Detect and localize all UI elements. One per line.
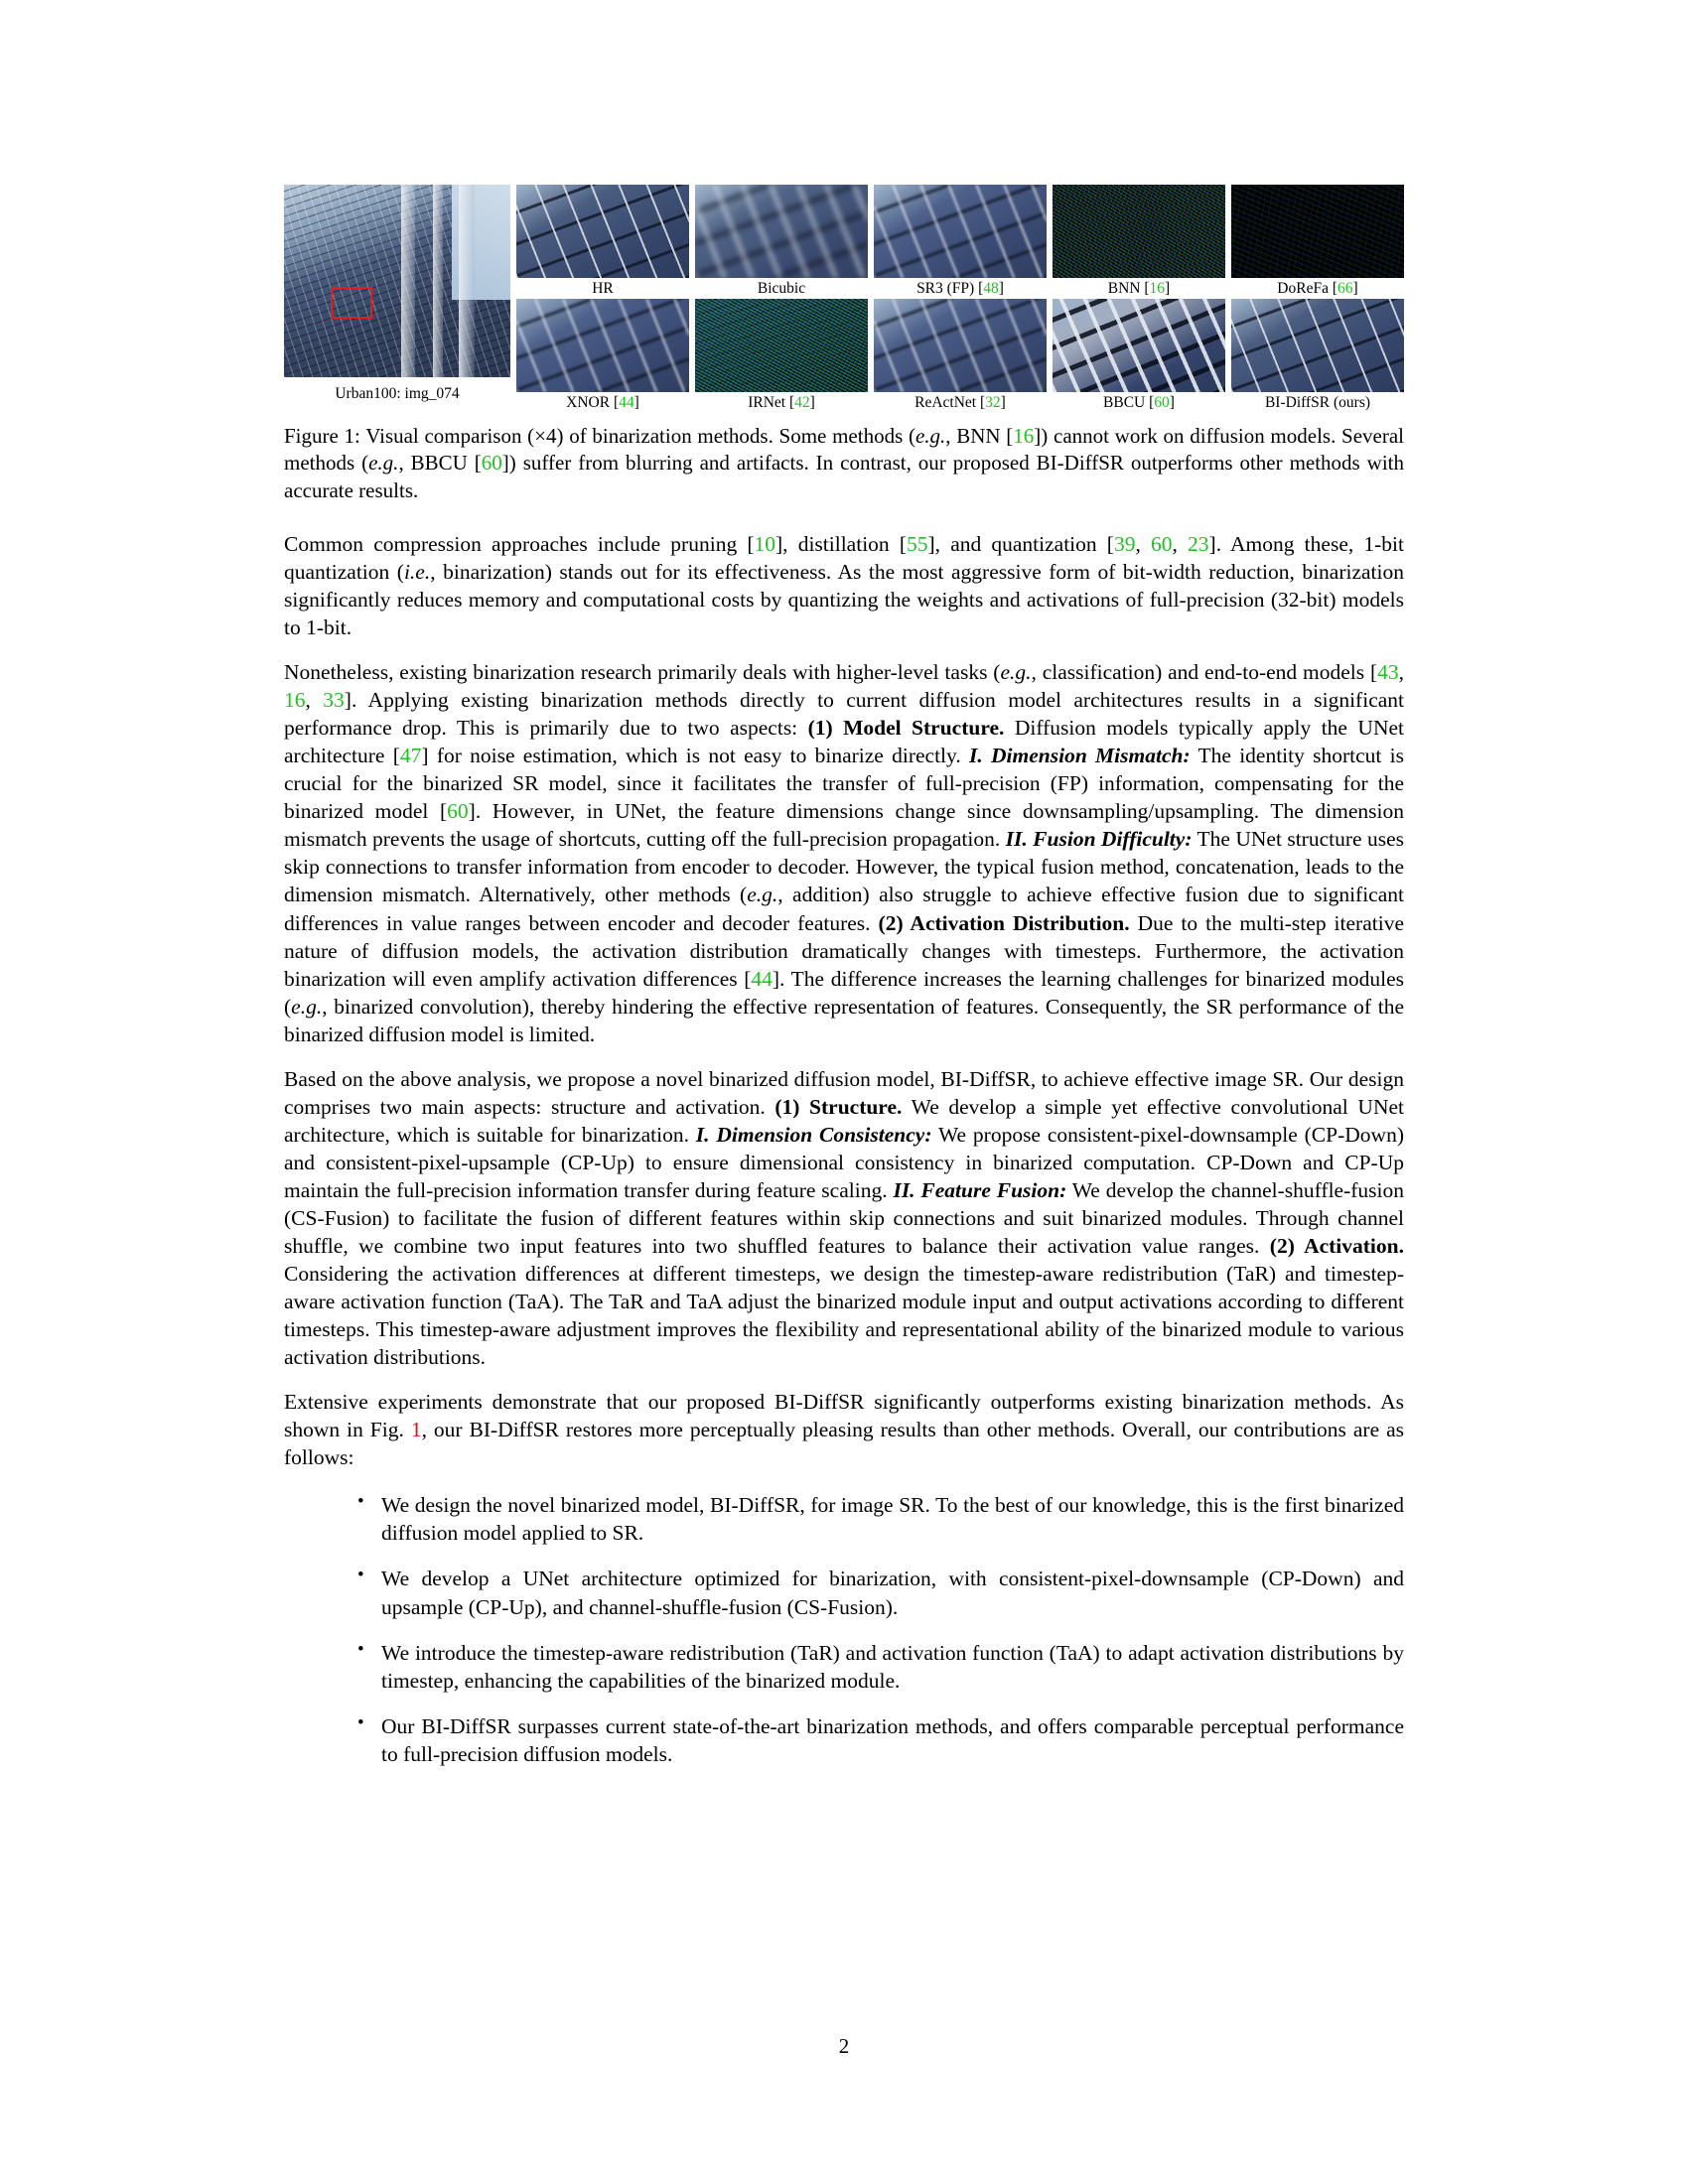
citation-43[interactable]: 43 bbox=[1377, 660, 1399, 685]
p1-s3: ], and quantization [ bbox=[927, 531, 1114, 556]
thumbnail-irnet bbox=[695, 299, 868, 392]
figure-cell-bnn bbox=[1053, 185, 1225, 299]
label-bicubic bbox=[695, 278, 868, 299]
label-reactnet: ReActNet [32] bbox=[914, 394, 1006, 411]
citation-39[interactable]: 39 bbox=[1113, 531, 1136, 556]
list-item bbox=[355, 1565, 1404, 1620]
figure-1 bbox=[284, 185, 1404, 504]
list-item bbox=[355, 1712, 1404, 1768]
p3-s2: We develop a simple yet effective convolutional UNet architecture, which is suitable for binarization. bbox=[284, 1094, 1404, 1147]
p1-s6: ]. Among these, 1-bit quantization ( bbox=[284, 531, 1404, 584]
page-number: 2 bbox=[838, 2034, 850, 2058]
label-sr3-text: SR3 (FP) bbox=[916, 280, 979, 297]
citation-44[interactable]: 44 bbox=[619, 394, 634, 411]
p3-heading-dimension-consistency: I. Dimension Consistency: bbox=[695, 1122, 932, 1147]
thumbnail-xnor bbox=[516, 299, 689, 392]
p1-s2: ], distillation [ bbox=[775, 531, 907, 556]
paragraph-experiments-summary bbox=[284, 1388, 1404, 1471]
p2-s14: , binarized convolution), thereby hindering the effective representation of features. Consequently, the SR performance of the binarized diffusion model is limited. bbox=[284, 994, 1404, 1046]
citation-60[interactable]: 60 bbox=[1154, 394, 1170, 411]
p1-s1: Common compression approaches include pruning [ bbox=[284, 531, 755, 556]
caption-part-5: ]) suffer from blurring and artifacts. In contrast, our proposed BI-DiffSR outperforms other methods with accurate results. bbox=[284, 451, 1405, 502]
contributions-list bbox=[284, 1491, 1404, 1767]
caption-part-1: Figure 1: Visual comparison (×4) of binarization methods. Some methods ( bbox=[284, 424, 915, 448]
citation-48[interactable]: 48 bbox=[983, 280, 999, 297]
p2-heading-dimension-mismatch: I. Dimension Mismatch: bbox=[969, 744, 1191, 768]
figure-cell-xnor bbox=[516, 299, 689, 413]
p2-bold-model-structure: (1) Model Structure. bbox=[807, 716, 1005, 741]
figure-row-1 bbox=[516, 185, 1404, 299]
paragraph-proposed-method bbox=[284, 1065, 1404, 1372]
label-hr-text: HR bbox=[592, 280, 614, 297]
p2-s11: , addition) also struggle to achieve effective fusion due to significant differences in value ranges between encoder and decoder features. bbox=[284, 883, 1404, 935]
contribution-text-2: We develop a UNet architecture optimized for binarization, with consistent-pixel-downsample (CP-Down) and upsample (CP-Up), and channel-shuffle-fusion (CS-Fusion). bbox=[381, 1567, 1404, 1619]
figure-cell-bidiffsr bbox=[1231, 299, 1404, 413]
citation-60-b[interactable]: 60 bbox=[1151, 531, 1173, 556]
caption-eg-1: e.g. bbox=[914, 424, 946, 448]
label-bnn-text: BNN bbox=[1107, 280, 1145, 297]
citation-47[interactable]: 47 bbox=[399, 744, 422, 768]
label-bbcu: BBCU [60] bbox=[1103, 394, 1175, 411]
caption-eg-2: e.g. bbox=[368, 451, 399, 476]
label-irnet: IRNet [42] bbox=[748, 394, 815, 411]
thumbnail-bicubic bbox=[695, 185, 868, 278]
figure-cell-dorefa bbox=[1231, 185, 1404, 299]
caption-part-4: , BBCU [ bbox=[398, 451, 482, 476]
building-edge-2 bbox=[433, 185, 443, 377]
thumbnail-bbcu bbox=[1053, 299, 1225, 392]
citation-44-b[interactable]: 44 bbox=[751, 966, 773, 991]
p3-s5: Considering the activation differences at different timesteps, we design the timestep-aware redistribution (TaR) and timestep-aware activation function (TaA). The TaR and TaA adjust the binarized module input and output activations according to different timesteps. This timestep-aware adjustment improves the flexibility and representational ability of the binarized module to various activation distributions. bbox=[284, 1262, 1404, 1370]
citation-33[interactable]: 33 bbox=[323, 688, 345, 713]
p2-s1: Nonetheless, existing binarization research primarily deals with higher-level tasks ( bbox=[284, 660, 1001, 685]
label-sr3: SR3 (FP) [48] bbox=[916, 280, 1004, 297]
figure-cell-bbcu bbox=[1053, 299, 1225, 413]
p2-s3: , bbox=[1398, 660, 1404, 685]
p2-s12: Due to the multi-step iterative nature of diffusion models, the activation distribution dramatically changes with timesteps. Furthermore, the activation binarization will even amplify activation differences [ bbox=[284, 910, 1404, 991]
thumbnail-dorefa bbox=[1231, 185, 1404, 278]
label-bbcu-text: BBCU bbox=[1103, 394, 1150, 411]
caption-part-2: , BNN [ bbox=[945, 424, 1014, 448]
figure-caption bbox=[284, 423, 1404, 504]
p3-s1: Based on the above analysis, we propose a novel binarized diffusion model, BI-DiffSR, to achieve effective image SR. Our design comprises two main aspects: structure and activation. bbox=[284, 1066, 1404, 1119]
label-bnn: BNN [16] bbox=[1107, 280, 1171, 297]
p1-ie: i.e. bbox=[403, 559, 431, 584]
caption-citation-60[interactable]: 60 bbox=[481, 451, 502, 476]
citation-16[interactable]: 16 bbox=[1149, 280, 1166, 297]
thumbnail-reactnet bbox=[874, 299, 1047, 392]
figure-cell-bicubic bbox=[695, 185, 868, 299]
label-xnor-text: XNOR bbox=[566, 394, 614, 411]
p2-eg-1: e.g. bbox=[1000, 660, 1032, 685]
p2-s8: The identity shortcut is crucial for the binarized SR model, since it facilitates the transfer of full-precision (FP) information, compensating for the binarized model [ bbox=[284, 744, 1405, 824]
figure-cell-reactnet bbox=[874, 299, 1047, 413]
figure-cell-sr3 bbox=[874, 185, 1047, 299]
label-irnet-text: IRNet bbox=[748, 394, 789, 411]
p1-s5: , bbox=[1172, 531, 1189, 556]
crop-region-box bbox=[331, 287, 372, 319]
label-hr bbox=[516, 278, 689, 299]
label-reactnet-text: ReActNet bbox=[914, 394, 980, 411]
p1-s7: , binarization) stands out for its effectiveness. As the most aggressive form of bit-width reduction, binarization significantly reduces memory and computational costs by quantizing the weights and activations of full-precision (32-bit) models to 1-bit. bbox=[284, 559, 1404, 640]
source-image-urban100 bbox=[284, 185, 510, 377]
label-xnor: XNOR [44] bbox=[566, 394, 639, 411]
p2-s9: ]. However, in UNet, the feature dimensions change since downsampling/upsampling. The dimension mismatch prevents the usage of shortcuts, cutting off the full-precision propagation. bbox=[284, 799, 1404, 852]
p3-s3: We propose consistent-pixel-downsample (CP-Down) and consistent-pixel-upsample (CP-Up) to ensure dimensional consistency in binarized computation. CP-Down and CP-Up maintain the full-precision information transfer during feature scaling. bbox=[284, 1122, 1404, 1202]
thumbnail-sr3 bbox=[874, 185, 1047, 278]
figure-cell-irnet bbox=[695, 299, 868, 413]
contribution-text-4: Our BI-DiffSR surpasses current state-of-the-art binarization methods, and offers comparable perceptual performance to full-precision diffusion models. bbox=[381, 1713, 1404, 1766]
label-dorefa-text: DoReFa bbox=[1277, 280, 1333, 297]
p4-s2: , our BI-DiffSR restores more perceptually pleasing results than other methods. Overall, our contributions are as follows: bbox=[284, 1418, 1404, 1470]
p2-s7: ] for noise estimation, which is not easy to binarize directly. bbox=[421, 744, 970, 768]
paragraph-compression-approaches bbox=[284, 530, 1404, 641]
citation-32[interactable]: 32 bbox=[985, 394, 1001, 411]
citation-23[interactable]: 23 bbox=[1188, 531, 1209, 556]
list-item bbox=[355, 1639, 1404, 1695]
label-dorefa: DoReFa [66] bbox=[1277, 280, 1358, 297]
p2-eg-3: e.g. bbox=[291, 994, 323, 1019]
page-content-column bbox=[284, 185, 1404, 1786]
p2-s4: , bbox=[305, 688, 324, 713]
figure-row-2 bbox=[516, 299, 1404, 413]
building-edge-1 bbox=[401, 185, 415, 377]
citation-55[interactable]: 55 bbox=[907, 531, 928, 556]
figure-comparison-grid bbox=[516, 185, 1404, 413]
thumbnail-bnn bbox=[1053, 185, 1225, 278]
p2-heading-fusion-difficulty: II. Fusion Difficulty: bbox=[1005, 827, 1193, 852]
p2-eg-2: e.g. bbox=[747, 883, 778, 907]
figure-image-grid bbox=[284, 185, 1404, 413]
contribution-text-3: We introduce the timestep-aware redistribution (TaR) and activation function (TaA) to adapt activation distributions by timestep, enhancing the capabilities of the binarized module. bbox=[381, 1640, 1404, 1693]
p3-bold-structure: (1) Structure. bbox=[774, 1094, 903, 1119]
paragraph-binarization-research bbox=[284, 658, 1404, 1048]
p1-s4: , bbox=[1135, 531, 1151, 556]
citation-42[interactable]: 42 bbox=[794, 394, 810, 411]
contribution-text-1: We design the novel binarized model, BI-DiffSR, for image SR. To the best of our knowledge, this is the first binarized diffusion model applied to SR. bbox=[381, 1493, 1404, 1546]
p2-s2: , classification) and end-to-end models [ bbox=[1031, 660, 1378, 685]
citation-10[interactable]: 10 bbox=[754, 531, 776, 556]
p2-s13: ]. The difference increases the learning challenges for binarized modules ( bbox=[284, 966, 1404, 1019]
citation-66[interactable]: 66 bbox=[1337, 280, 1353, 297]
label-bidiffsr-text: BI-DiffSR (ours) bbox=[1264, 394, 1371, 411]
p4-s1: Extensive experiments demonstrate that our proposed BI-DiffSR significantly outperforms existing binarization methods. As shown in Fig. bbox=[284, 1390, 1404, 1442]
citation-16-b[interactable]: 16 bbox=[284, 688, 306, 713]
figure-source-panel bbox=[284, 185, 510, 405]
p3-s4: We develop the channel-shuffle-fusion (CS-Fusion) to facilitate the fusion of different features within skip connections and suit binarized modules. Through channel shuffle, we combine two input features into two shuffled features to balance their activation value ranges. bbox=[284, 1177, 1404, 1259]
caption-part-3: ]) cannot work on diffusion models. Several methods ( bbox=[284, 424, 1405, 476]
label-bicubic-text: Bicubic bbox=[757, 280, 806, 297]
p2-s10: The UNet structure uses skip connections to transfer information from encoder to decoder. However, the typical fusion method, concatenation, leads to the dimension mismatch. Alternatively, other methods ( bbox=[284, 827, 1404, 907]
thumbnail-hr bbox=[516, 185, 689, 278]
list-item bbox=[355, 1491, 1404, 1547]
source-image-caption: Urban100: img_074 bbox=[335, 385, 460, 402]
thumbnail-bidiffsr bbox=[1231, 299, 1404, 392]
p3-heading-feature-fusion: II. Feature Fusion: bbox=[893, 1177, 1067, 1202]
caption-citation-16[interactable]: 16 bbox=[1013, 424, 1035, 448]
p2-bold-activation-distribution: (2) Activation Distribution. bbox=[878, 910, 1130, 935]
figure-cell-hr bbox=[516, 185, 689, 299]
citation-60-c[interactable]: 60 bbox=[447, 799, 469, 824]
p2-s5: ]. Applying existing binarization methods directly to current diffusion model architectures results in a significant performance drop. This is primarily due to two aspects: bbox=[284, 688, 1405, 741]
label-bidiffsr bbox=[1231, 392, 1404, 413]
p3-bold-activation: (2) Activation. bbox=[1269, 1234, 1404, 1259]
p2-s6: Diffusion models typically apply the UNet architecture [ bbox=[284, 716, 1404, 768]
building-edge-3 bbox=[459, 185, 475, 377]
figure-reference-link[interactable]: 1 bbox=[410, 1418, 422, 1442]
